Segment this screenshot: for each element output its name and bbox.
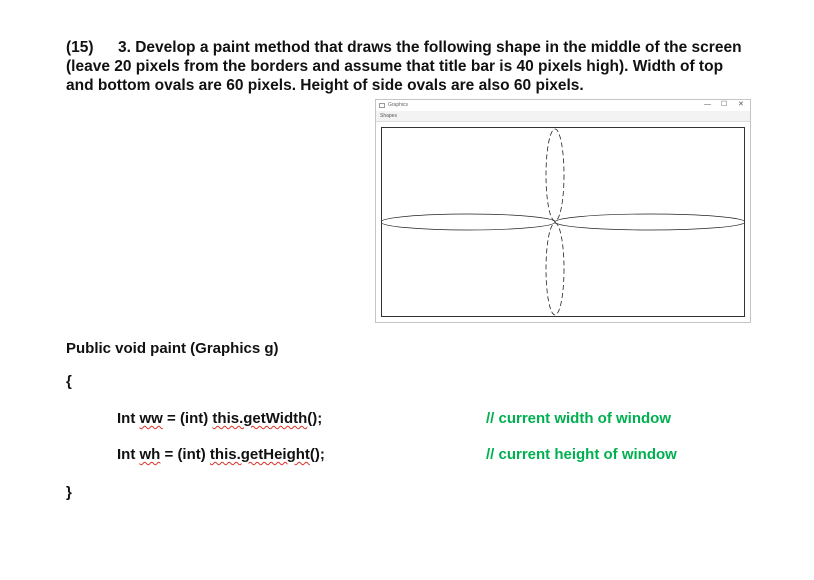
code-line-width <box>117 410 322 428</box>
left-oval <box>382 214 555 230</box>
code-line-height <box>117 446 325 464</box>
right-oval <box>555 214 744 230</box>
minimize-icon[interactable]: — <box>704 101 711 108</box>
comment-width: // current width of window <box>486 410 671 427</box>
graphics-window <box>375 99 751 323</box>
question-line-1 <box>66 38 766 57</box>
question-text <box>66 38 766 95</box>
drawing-canvas <box>381 127 745 317</box>
code-end: (); <box>307 410 323 427</box>
top-oval <box>546 129 564 221</box>
window-title: Graphics <box>388 102 409 108</box>
question-line-3: and bottom ovals are 60 pixels. Height of side ovals are also 60 pixels. <box>66 77 584 94</box>
open-brace: { <box>66 373 72 390</box>
window-title-bar <box>376 100 750 111</box>
method-signature: Public void paint (Graphics g) <box>66 340 279 357</box>
bottom-oval <box>546 223 564 315</box>
question-line-1-text: 3. Develop a paint method that draws the following shape in the middle of the screen <box>118 39 742 56</box>
method-call-getheight: this.getHeight <box>209 446 310 463</box>
menu-item-shapes[interactable]: Shapes <box>380 113 397 119</box>
code-type: Int <box>117 446 136 463</box>
method-call-getwidth: this.getWidth <box>212 410 308 427</box>
close-icon[interactable]: ✕ <box>738 101 744 108</box>
code-end: (); <box>309 446 325 463</box>
var-name-ww: ww <box>139 410 163 427</box>
question-line-2: (leave 20 pixels from the borders and assume that title bar is 40 pixels high). Width of top <box>66 58 724 75</box>
comment-height: // current height of window <box>486 446 677 463</box>
close-brace: } <box>66 484 72 501</box>
maximize-icon[interactable]: ☐ <box>721 101 728 108</box>
window-menu-bar <box>376 111 750 122</box>
code-type: Int <box>117 410 136 427</box>
code-cast: = (int) <box>160 446 210 463</box>
shape-drawing <box>382 128 744 316</box>
code-cast: = (int) <box>162 410 213 427</box>
var-name-wh: wh <box>139 446 161 463</box>
app-window-icon <box>379 103 385 108</box>
question-number: (15) <box>66 39 94 56</box>
